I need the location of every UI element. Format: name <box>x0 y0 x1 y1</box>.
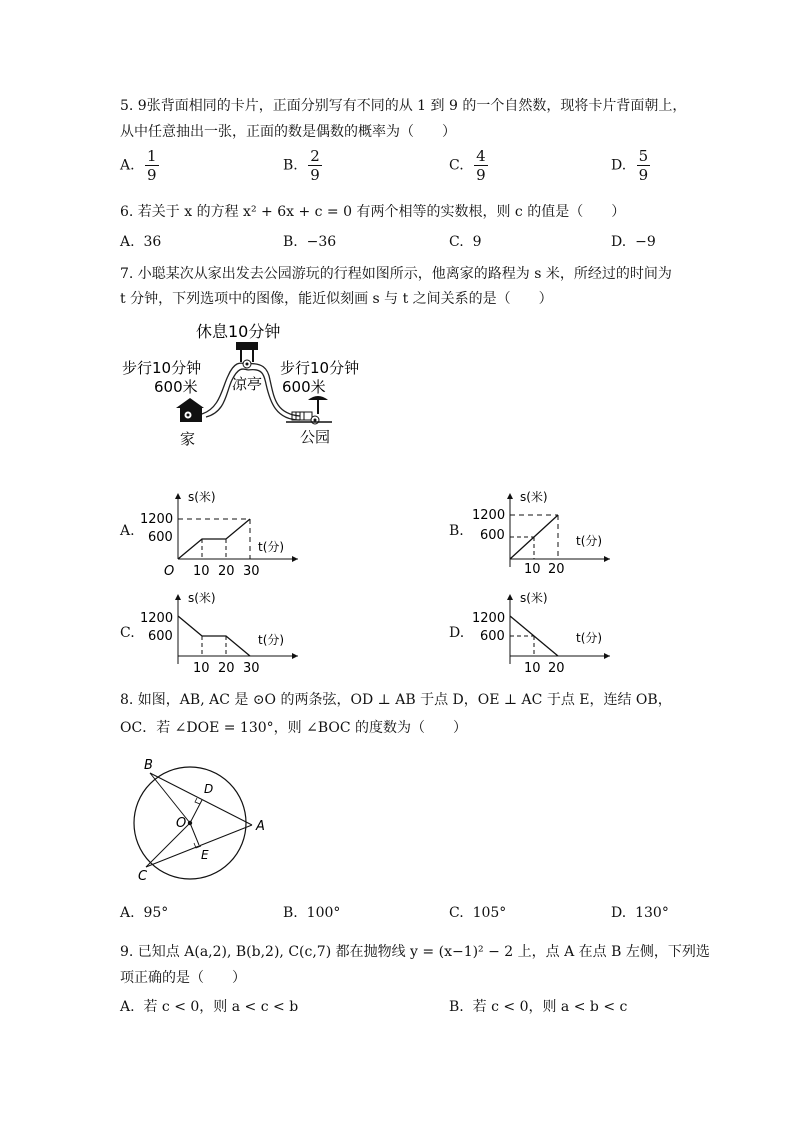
point-o-label: O <box>176 816 187 831</box>
route-figure <box>110 318 380 453</box>
point-d-label: D <box>204 782 214 796</box>
t-axis-arrow <box>604 653 610 659</box>
option-value: 130° <box>635 905 669 921</box>
option-value: −36 <box>306 234 337 250</box>
q8-line1: 8. 如图，AB, AC 是 ⊙O 的两条弦，OD ⊥ AB 于点 D，OE ⊥ AC 于点 E，连结 OB， <box>120 692 672 708</box>
point-e-label: E <box>201 848 209 862</box>
option-label: D. <box>611 157 627 174</box>
fraction-den: 9 <box>310 166 320 184</box>
park-icon <box>286 396 332 424</box>
graph-line <box>178 519 250 559</box>
graph-d <box>470 590 620 676</box>
park-label: 公园 <box>300 428 331 446</box>
q9-line2: 项正确的是（ ） <box>120 970 246 986</box>
s-axis-label: s(米) <box>520 591 548 605</box>
option-label: D. <box>611 234 627 250</box>
fraction-den: 9 <box>476 166 486 184</box>
option-value: 100° <box>306 905 341 921</box>
q7-option-b-label: B. <box>449 523 464 539</box>
s-axis-label: s(米) <box>520 490 548 504</box>
option-value: 若 c < 0，则 a < b < c <box>472 999 628 1015</box>
q7-option-d-label: D. <box>449 625 465 641</box>
x-tick-30: 30 <box>243 564 260 579</box>
option-value: 105° <box>472 905 507 921</box>
x-tick-20: 20 <box>548 661 565 676</box>
t-axis-arrow <box>292 653 298 659</box>
option-value: −9 <box>635 234 656 250</box>
q9-line1: 9. 已知点 A(a,2), B(b,2), C(c,7) 都在抛物线 y = (x−1)² − 2 上，点 A 在点 B 左侧，下列选 <box>120 944 710 960</box>
q9-option-b <box>449 996 627 1016</box>
t-axis-label: t(分) <box>576 534 603 548</box>
home-icon <box>176 398 204 422</box>
point-a-label: A <box>256 819 265 834</box>
graph-c <box>138 590 308 676</box>
home-label: 家 <box>180 430 196 448</box>
y-tick-600: 600 <box>148 530 173 545</box>
chord-ab <box>150 773 252 825</box>
s-axis-label: s(米) <box>188 591 216 605</box>
q5-line1: 5. 9张背面相同的卡片，正面分别写有不同的从 1 到 9 的一个自然数，现将卡片背面朝上， <box>120 98 687 114</box>
graph-line <box>178 616 250 656</box>
q8-option-c <box>449 905 506 921</box>
x-tick-10: 10 <box>524 562 541 577</box>
graph-a <box>138 487 308 579</box>
option-value: 若 c < 0，则 a < c < b <box>143 999 299 1015</box>
option-value: 36 <box>143 234 162 250</box>
center-point <box>188 821 192 825</box>
t-axis-arrow <box>292 556 298 562</box>
fraction <box>308 147 322 184</box>
q6-option-d <box>611 234 656 250</box>
x-tick-30: 30 <box>243 661 260 676</box>
point-c-label: C <box>138 869 148 884</box>
option-label: B. <box>283 157 298 174</box>
point-b-label: B <box>144 758 153 773</box>
q7-line2: t 分钟，下列选项中的图像，能近似刻画 s 与 t 之间关系的是（ ） <box>120 291 553 307</box>
q8-line2: OC．若 ∠DOE = 130°，则 ∠BOC 的度数为（ ） <box>120 720 468 736</box>
q6-option-c <box>449 234 482 250</box>
t-axis-label: t(分) <box>258 633 285 647</box>
walk-left-distance: 600米 <box>154 378 198 396</box>
t-axis-label: t(分) <box>576 631 603 645</box>
fraction-den: 9 <box>147 166 157 184</box>
option-label: A. <box>120 999 135 1015</box>
q8-option-d <box>611 905 669 921</box>
q5-option-c <box>449 147 488 184</box>
right-angle-d <box>195 798 200 804</box>
option-value: 95° <box>143 905 169 921</box>
option-label: B. <box>283 234 298 250</box>
fraction <box>637 147 651 184</box>
q7-option-a-label: A. <box>120 523 135 539</box>
q7-option-c-label: C. <box>120 625 135 641</box>
segment-oe <box>190 823 199 845</box>
y-tick-1200: 1200 <box>140 512 174 527</box>
option-label: C. <box>449 234 464 250</box>
option-label: D. <box>611 905 627 921</box>
walk-right-distance: 600米 <box>282 378 326 396</box>
y-tick-1200: 1200 <box>472 611 506 626</box>
fraction-num: 4 <box>476 147 486 165</box>
fraction-num: 1 <box>147 147 157 165</box>
q7-line1: 7. 小聪某次从家出发去公园游玩的行程如图所示，他离家的路程为 s 米，所经过的时间为 <box>120 266 672 282</box>
x-tick-10: 10 <box>193 564 210 579</box>
fraction <box>145 147 159 184</box>
option-label: B. <box>449 999 464 1015</box>
y-tick-1200: 1200 <box>472 508 506 523</box>
option-value: 9 <box>472 234 482 250</box>
x-tick-20: 20 <box>548 562 565 577</box>
x-tick-10: 10 <box>193 661 210 676</box>
t-axis-label: t(分) <box>258 540 285 554</box>
s-axis-arrow <box>175 493 181 499</box>
rest-label: 休息10分钟 <box>196 322 281 341</box>
s-axis-arrow <box>175 594 181 600</box>
x-tick-20: 20 <box>218 661 235 676</box>
y-tick-1200: 1200 <box>140 611 174 626</box>
t-axis-arrow <box>604 556 610 562</box>
q6-line1: 6. 若关于 x 的方程 x² + 6x + c = 0 有两个相等的实数根，则 c 的值是（ ） <box>120 204 626 220</box>
y-tick-600: 600 <box>148 629 173 644</box>
walk-right-label: 步行10分钟 <box>280 359 360 377</box>
s-axis-label: s(米) <box>188 490 216 504</box>
q8-option-a <box>120 905 168 921</box>
pavilion-label: 凉亭 <box>232 375 263 393</box>
fraction-num: 2 <box>310 147 320 165</box>
fraction-num: 5 <box>638 147 649 165</box>
q5-line2: 从中任意抽出一张，正面的数是偶数的概率为（ ） <box>120 124 456 140</box>
option-label: C. <box>449 905 464 921</box>
origin-label: O <box>164 564 175 579</box>
q6-option-a <box>120 234 161 250</box>
q5-option-d <box>611 147 650 184</box>
option-label: C. <box>449 157 464 174</box>
fraction-den: 9 <box>638 166 649 184</box>
x-tick-10: 10 <box>524 661 541 676</box>
option-label: A. <box>120 905 135 921</box>
s-axis-arrow <box>507 594 513 600</box>
chord-ac <box>146 825 252 867</box>
fraction <box>474 147 488 184</box>
q5-option-a <box>120 147 159 184</box>
q6-option-b <box>283 234 336 250</box>
graph-b <box>470 487 620 579</box>
option-label: A. <box>120 157 135 174</box>
q8-option-b <box>283 905 340 921</box>
y-tick-600: 600 <box>480 629 505 644</box>
y-tick-600: 600 <box>480 528 505 543</box>
q5-option-b <box>283 147 322 184</box>
x-tick-20: 20 <box>218 564 235 579</box>
q9-option-a <box>120 996 298 1016</box>
s-axis-arrow <box>507 493 513 499</box>
option-label: B. <box>283 905 298 921</box>
circle-figure <box>128 755 273 895</box>
segment-od <box>190 800 202 823</box>
option-label: A. <box>120 234 135 250</box>
walk-left-label: 步行10分钟 <box>122 359 202 377</box>
